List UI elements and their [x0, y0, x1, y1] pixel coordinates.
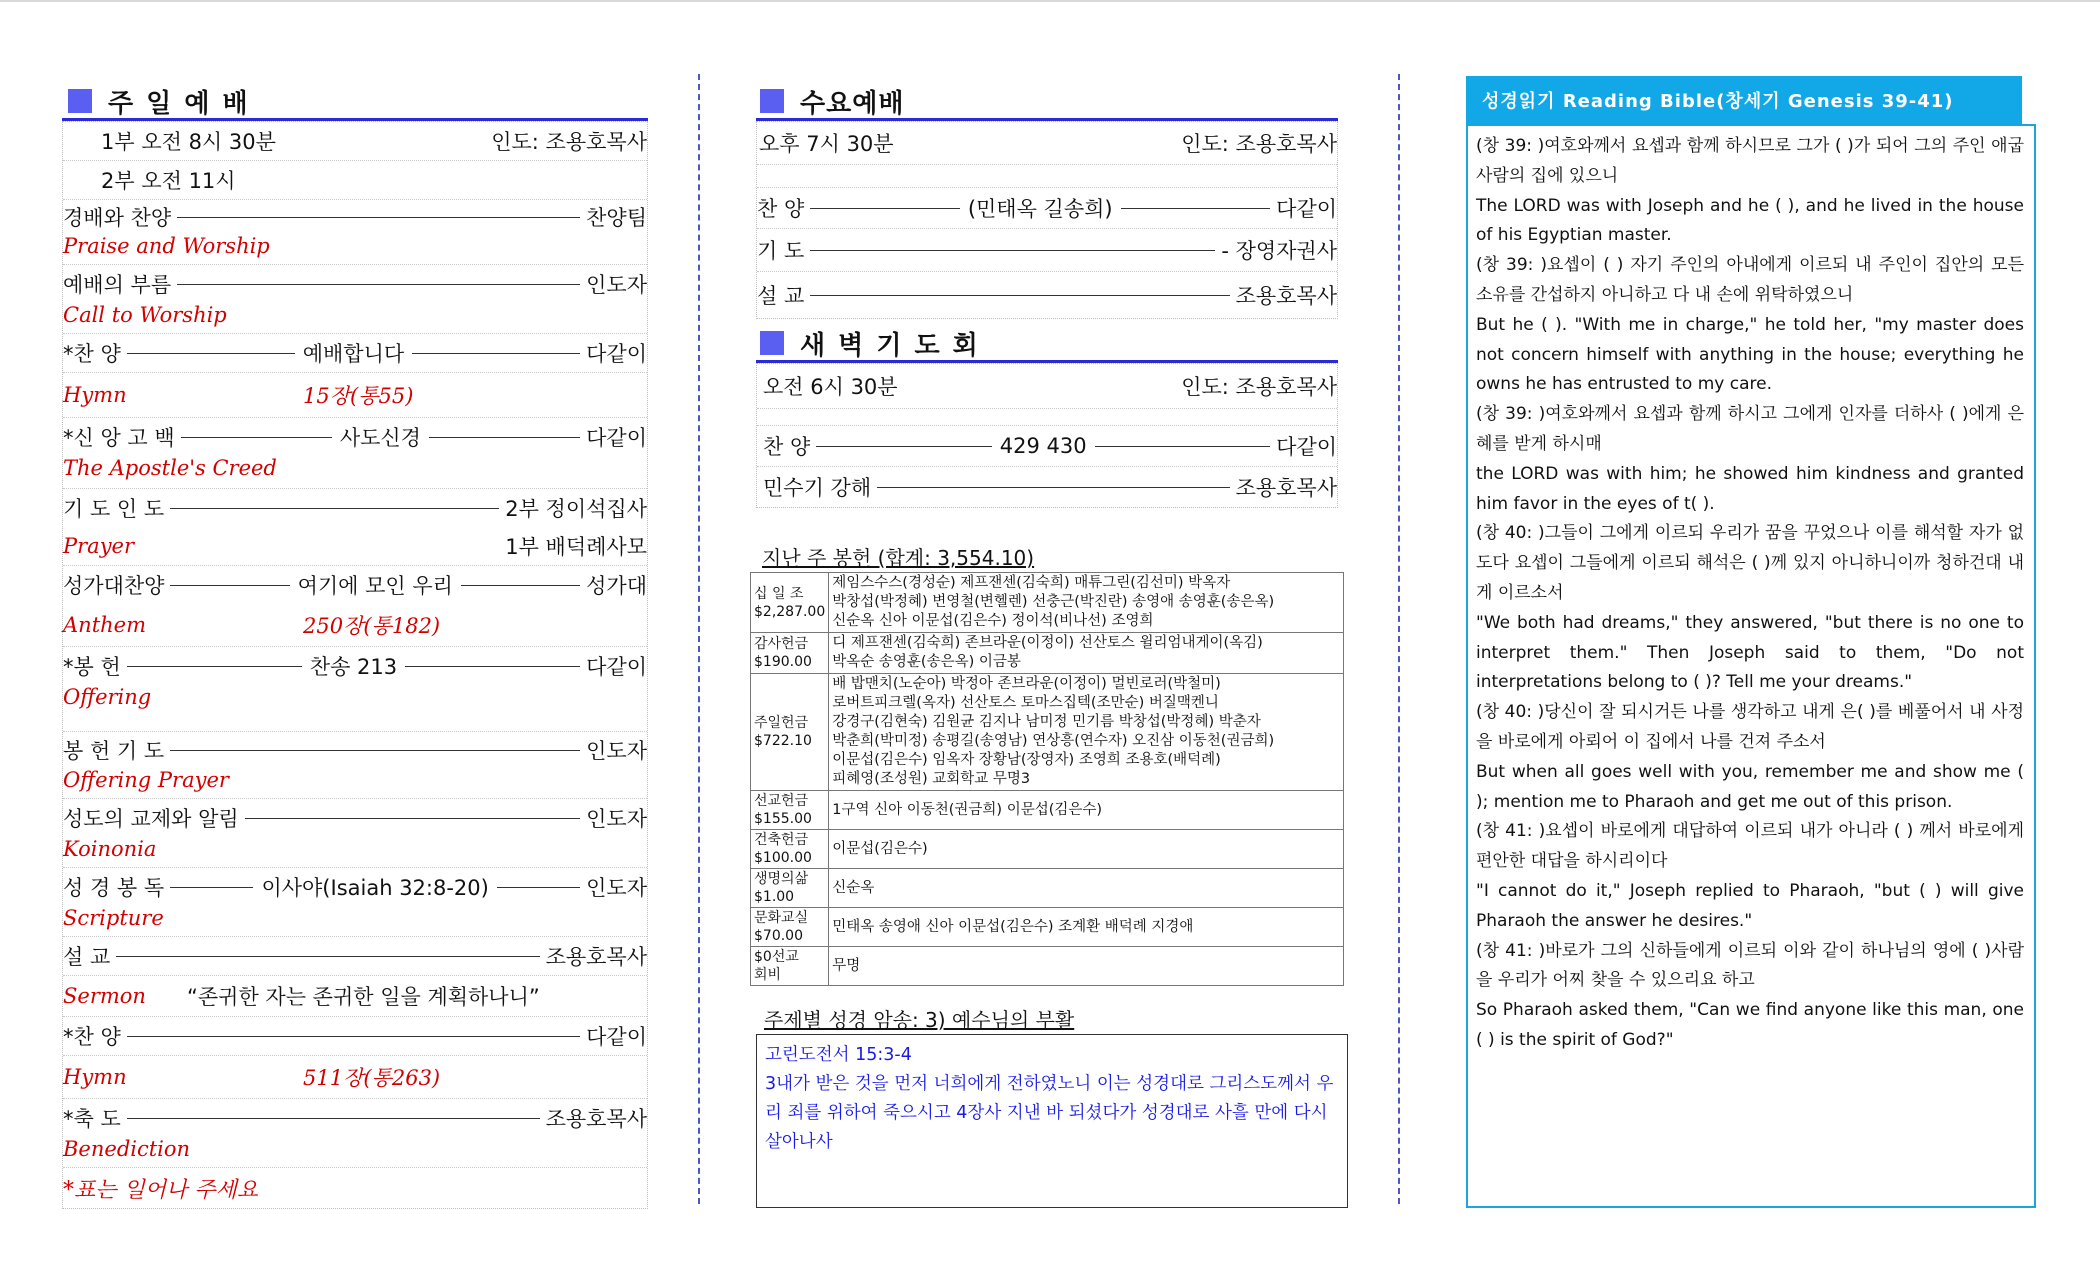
dawn-order — [756, 363, 1338, 508]
item-english: Hymn — [63, 1065, 127, 1089]
hymn-number: 15장(통55) — [303, 384, 414, 408]
offerings-table — [750, 572, 1344, 986]
item-leader: 인도자 — [586, 273, 647, 297]
item-english: Benediction — [63, 1137, 191, 1161]
memory-verse-box — [756, 1034, 1348, 1208]
item-leader: 성가대 — [586, 574, 647, 598]
dawn-leader: 인도: 조용호목사 — [1181, 375, 1337, 399]
sunday-order — [62, 121, 648, 1209]
offering-row — [751, 908, 1344, 947]
item-korean: 봉 헌 기 도 — [63, 739, 165, 763]
bible-paragraph: the LORD was with him; he showed him kindness and granted him favor in the eyes of t( ). — [1476, 463, 2024, 514]
column-divider — [698, 74, 700, 1204]
item-korean: 기 도 인 도 — [63, 497, 165, 521]
offering-names: 1구역 신아 이동천(권금희) 이문섭(김은수) — [829, 791, 1344, 830]
offering-row — [751, 830, 1344, 869]
wednesday-title: 수요예배 — [800, 88, 905, 119]
service1-row — [63, 122, 647, 161]
dawn-study-row — [757, 467, 1337, 507]
wednesday-title-bar — [756, 84, 1338, 118]
item-english: Prayer — [63, 534, 135, 558]
item-leader: 다같이 — [1276, 197, 1338, 221]
offering-category: 주일헌금 $722.10 — [751, 674, 829, 791]
bible-title: 성경읽기 Reading Bible(창세기 Genesis 39-41) — [1466, 76, 2022, 124]
sermon-item — [63, 937, 647, 1017]
item-korean: *봉 헌 — [63, 655, 121, 679]
item-middle: 찬송 213 — [309, 655, 398, 679]
wednesday-order — [756, 121, 1338, 319]
sunday-service — [62, 84, 648, 1209]
memory-reference: 고린도전서 15:3-4 — [765, 1045, 912, 1065]
anthem-item — [63, 566, 647, 647]
offering-category: 문화교실 $70.00 — [751, 908, 829, 947]
hymn-number: 511장(통263) — [303, 1066, 441, 1090]
bible-paragraph: (창 39: )여호와께서 요셉과 함께 하시고 그에게 인자를 더하사 ( )에게 은혜를 받게 하시매 — [1476, 404, 2024, 454]
top-border — [0, 0, 2100, 2]
item-leader: 다같이 — [586, 426, 647, 450]
wednesday-time-row — [757, 122, 1337, 165]
dawn-hymn-row — [757, 426, 1337, 467]
bible-paragraph: (창 39: )요셉이 ( ) 자기 주인의 아내에게 이르되 내 주인이 집안의 모든 소유를 간섭하지 아니하고 다 내 손에 위탁하였으니 — [1476, 255, 2024, 305]
wednesday-time: 오후 7시 30분 — [759, 132, 894, 156]
offering-names: 제임스수스(경성순) 제프잰센(김숙희) 매튜그린(김선미) 박옥자 박창섭(박정혜) 변영철(변헬렌) 선충근(박진란) 송영애 송영훈(송은옥) 신순옥 신아 이문섭(김은수) 정이석(비나선) 조영희 — [829, 573, 1344, 633]
item-leader: 조용호목사 — [545, 945, 647, 969]
bible-paragraph: "I cannot do it," Joseph replied to Pharaoh, "but ( ) will give Pharaoh the answer he desires." — [1476, 880, 2024, 931]
item-leader: 다같이 — [586, 342, 648, 366]
item-middle: 여기에 모인 우리 — [297, 574, 453, 598]
item-leader: 다같이 — [1276, 435, 1338, 459]
dawn-time-row — [757, 364, 1337, 409]
dawn-title-bar — [756, 326, 1338, 360]
offerings-title: 지난 주 봉헌 (합계: 3,554.10) — [762, 546, 1035, 570]
offering-row — [751, 791, 1344, 830]
bible-paragraph: (창 40: )당신이 잘 되시거든 나를 생각하고 내게 은( )를 베풀어서 내 사정을 바로에게 아뢰어 이 집에서 나를 건져 주소서 — [1476, 702, 2024, 752]
memory-text: 3내가 받은 것을 먼저 너희에게 전하였노니 이는 성경대로 그리스도께서 우리 죄를 위하여 죽으시고 4장사 지낸 바 되셨다가 성경대로 사흘 만에 다시 살아나사 — [765, 1074, 1334, 1152]
item-middle: 429 430 — [999, 434, 1087, 458]
memory-verse-section — [756, 1004, 1348, 1208]
dawn-title: 새 벽 기 도 회 — [800, 330, 980, 361]
item-korean: 성 경 봉 독 — [63, 876, 165, 900]
item-english: The Apostle's Creed — [63, 456, 277, 480]
item-korean: 설 교 — [63, 945, 111, 969]
item-english: Praise and Worship — [63, 234, 270, 258]
memory-title: 주제별 성경 암송: 3) 예수님의 부활 — [764, 1008, 1075, 1032]
item-english: Hymn — [63, 383, 127, 407]
offering-category: 선교헌금 $155.00 — [751, 791, 829, 830]
hymn1-item — [63, 334, 647, 418]
bible-text-box — [1466, 124, 2036, 1208]
wednesday-leader: 인도: 조용호목사 — [1181, 132, 1337, 156]
offerings-section — [750, 542, 1350, 986]
item-leader: 인도자 — [586, 876, 647, 900]
wednesday-prayer-row — [757, 229, 1337, 272]
offering-names: 이문섭(김은수) — [829, 830, 1344, 869]
item-korean: 예배의 부름 — [63, 273, 172, 297]
item-korean: 찬 양 — [763, 435, 811, 459]
item-leader: - 장영자권사 — [1221, 239, 1337, 263]
bible-paragraph: But when all goes well with you, remember me and show me ( ); mention me to Pharaoh and get me out of this prison. — [1476, 761, 2024, 812]
offering-row — [751, 947, 1344, 986]
standing-note: *표는 일어나 주세요 — [63, 1177, 259, 1203]
bible-paragraph: (창 41: )바로가 그의 신하들에게 이르되 이와 같이 하나님의 영에 ( )사람을 우리가 어찌 찾을 수 있으리요 하고 — [1476, 940, 2024, 991]
bible-paragraph: (창 39: )여호와께서 요셉과 함께 하시므로 그가 ( )가 되어 그의 주인 애굽 사람의 집에 있으니 — [1476, 136, 2024, 186]
offering-category: $0선교 회비 — [751, 947, 829, 986]
item-middle: 이사야(Isaiah 32:8-20) — [261, 876, 489, 900]
offering-names: 신순옥 — [829, 869, 1344, 908]
praise-item — [63, 200, 647, 265]
item-korean: 설 교 — [757, 284, 805, 308]
offering-names: 민태옥 송영애 신아 이문섭(김은수) 조계환 배덕례 지경애 — [829, 908, 1344, 947]
offering-item — [63, 647, 647, 732]
item-english: Koinonia — [63, 837, 157, 861]
dawn-prayer — [756, 326, 1338, 508]
offering-row — [751, 869, 1344, 908]
offering-names: 무명 — [829, 947, 1344, 986]
offering-row — [751, 573, 1344, 633]
offering-category: 감사헌금 $190.00 — [751, 633, 829, 674]
hymn2-item — [63, 1017, 647, 1099]
item-korean: 성도의 교제와 알림 — [63, 807, 239, 831]
wednesday-sermon-row — [757, 272, 1337, 318]
item-korean: *신 앙 고 백 — [63, 426, 175, 450]
item-leader: 다같이 — [586, 655, 648, 679]
offering-names: 배 밥맨치(노순아) 박정아 존브라운(이정이) 멀빈로러(박철미) 로버트피크렐(옥자) 선산토스 토마스집텍(조만순) 버질맥켄니 강경구(김현숙) 김원균 김지나 남미정 민기름 박창섭(박정혜) 박춘자 박춘희(박미정) 송평길(송영남) 연상흥(연수자) 오진삼 이동천(권금희) 이문섭(김은수) 임옥자 장황남(장영자) 조영희 조용호(배덕례) 피혜영(조성원) 교회학교 무명3 — [829, 674, 1344, 791]
item-leader: 다같이 — [586, 1025, 647, 1049]
item-english: Sermon — [63, 984, 146, 1008]
benediction-item — [63, 1099, 647, 1168]
item-leader: 인도자 — [586, 739, 647, 763]
item-middle: 예배합니다 — [302, 342, 405, 366]
column-divider — [1398, 74, 1400, 1204]
item-english: Offering Prayer — [63, 768, 229, 792]
item-leader: 2부 정이석집사 — [505, 497, 647, 521]
wednesday-service — [756, 84, 1338, 319]
item-leader: 찬양팀 — [586, 206, 647, 230]
item-middle: 사도신경 — [339, 426, 421, 450]
offering-row — [751, 674, 1344, 791]
bible-paragraph: (창 40: )그들이 그에게 이르되 우리가 꿈을 꾸었으나 이를 해석할 자가 없도다 요셉이 그들에게 이르되 해석은 ( )께 있지 아니하니이까 청하건대 내게 이르소서 — [1476, 523, 2024, 603]
item-leader: 인도자 — [586, 807, 647, 831]
sunday-leader: 인도: 조용호목사 — [491, 130, 647, 154]
creed-item — [63, 418, 647, 489]
bible-reading — [1466, 76, 2036, 1208]
item-korean: 성가대찬양 — [63, 574, 165, 598]
bible-paragraph: The LORD was with Joseph and he ( ), and he lived in the house of his Egyptian master. — [1476, 195, 2024, 246]
service2-time: 2부 오전 11시 — [101, 169, 236, 193]
sunday-title: 주 일 예 배 — [108, 88, 250, 119]
item-korean: 민수기 강해 — [763, 476, 872, 500]
scripture-item — [63, 868, 647, 937]
bible-paragraph: "We both had dreams," they answered, "but there is no one to interpret them." Then Joseph said to them, "Do not interpretations belong to ( )? Tell me your dreams." — [1476, 612, 2024, 693]
offering-category: 십 일 조 $2,287.00 — [751, 573, 829, 633]
call-item — [63, 265, 647, 334]
square-bullet-icon — [760, 89, 784, 113]
item-english: Call to Worship — [63, 303, 227, 327]
sermon-title: “존귀한 자는 존귀한 일을 계획하나니” — [187, 985, 540, 1009]
bible-paragraph: So Pharaoh asked them, "Can we find anyone like this man, one ( ) is the spirit of God?" — [1476, 1000, 2024, 1050]
prayer-item — [63, 489, 647, 566]
item-leader: 조용호목사 — [1235, 476, 1337, 500]
item-english: Anthem — [63, 613, 146, 637]
item-leader-2: 1부 배덕례사모 — [505, 535, 647, 559]
dawn-time: 오전 6시 30분 — [763, 375, 898, 399]
item-korean: 기 도 — [757, 239, 805, 263]
item-leader: 조용호목사 — [545, 1107, 647, 1131]
bible-paragraph: (창 41: )요셉이 바로에게 대답하여 이르되 내가 아니라 ( ) 께서 바로에게 편안한 대답을 하시리이다 — [1476, 821, 2024, 872]
square-bullet-icon — [760, 331, 784, 355]
anthem-number: 250장(통182) — [303, 614, 441, 638]
item-korean: *축 도 — [63, 1107, 121, 1131]
item-korean: *찬 양 — [63, 1025, 121, 1049]
square-bullet-icon — [68, 89, 92, 113]
item-korean: 찬 양 — [757, 197, 805, 221]
koinonia-item — [63, 799, 647, 868]
service2-row — [63, 161, 647, 200]
item-korean: *찬 양 — [63, 342, 121, 366]
offering-prayer-item — [63, 732, 647, 799]
offering-names: 디 제프잰센(김숙희) 존브라운(이정이) 선산토스 윌리엄내게이(옥김) 박옥순 송영훈(송은옥) 이금봉 — [829, 633, 1344, 674]
offering-row — [751, 633, 1344, 674]
item-english: Scripture — [63, 906, 164, 930]
wednesday-hymn-row — [757, 188, 1337, 229]
offering-category: 생명의삶 $1.00 — [751, 869, 829, 908]
item-leader: 조용호목사 — [1235, 284, 1337, 308]
sunday-title-bar — [62, 84, 648, 118]
item-korean: 경배와 찬양 — [63, 206, 172, 230]
bible-paragraph: But he ( ). "With me in charge," he told her, "my master does not concern himself with anything in the house; everything he owns he has entrusted to my care. — [1476, 314, 2024, 395]
item-english: Offering — [63, 685, 152, 709]
item-middle: (민태옥 길송희) — [967, 197, 1113, 221]
offering-category: 건축헌금 $100.00 — [751, 830, 829, 869]
service1-time: 1부 오전 8시 30분 — [101, 130, 276, 154]
